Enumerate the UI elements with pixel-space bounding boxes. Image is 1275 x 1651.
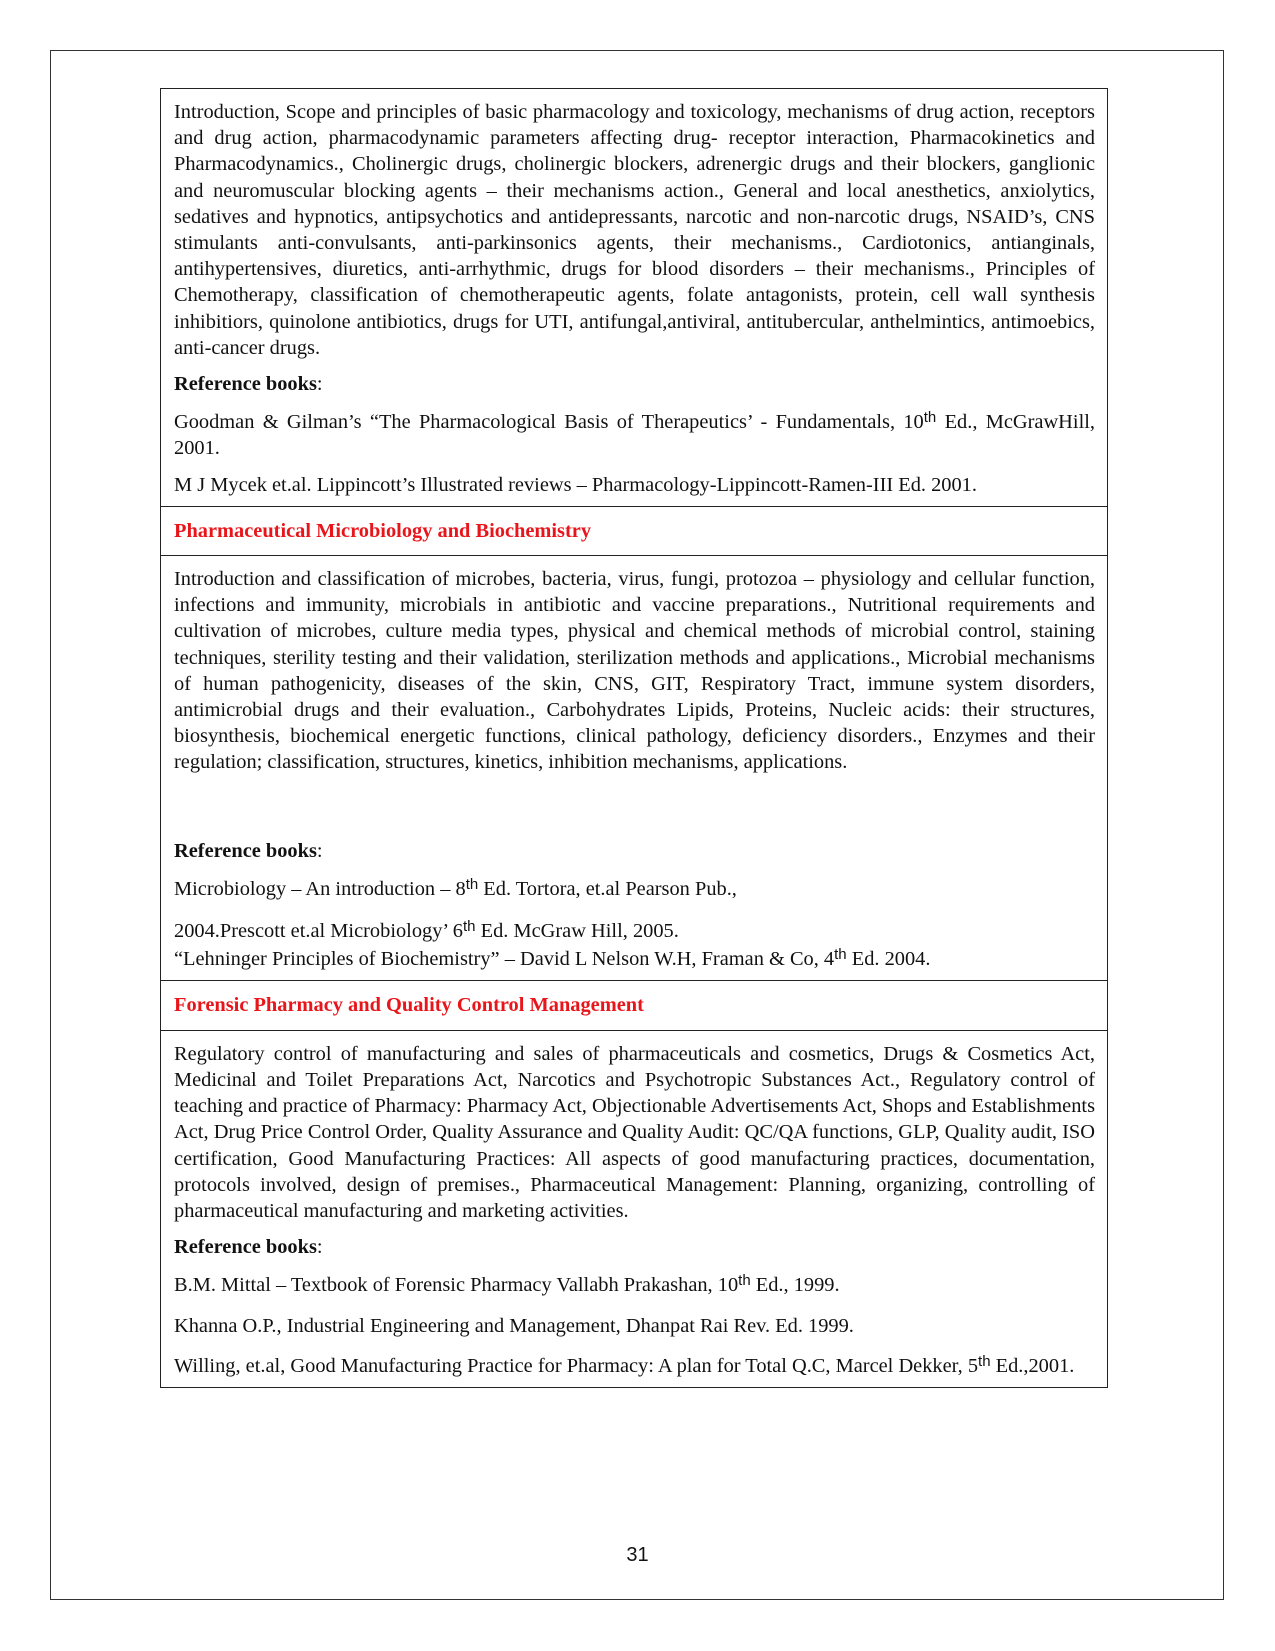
forensic-description: Regulatory control of manufacturing and sales of pharmaceuticals and cosmetics, Drugs & Cosmetics Act, Medicinal and Toilet Preparations Act, Narcotics and Psychotropic Substances Act., Regulatory control of teaching and practice of Pharmacy: Pharmacy Act, Objectionable Advertisements Act, Shops and Establishments Act, Drug Price Control Order, Quality Assurance and Quality Audit: QC/QA functions, GLP, Quality audit, ISO certification, Good Manufacturing Practices: All aspects of good manufacturing practices, documentation, protocols involved, design of premises., Pharmaceutical Management: Planning, organizing, controlling of pharmaceutical manufacturing and marketing activities.	[174, 1042, 1095, 1222]
reference-books-label: Reference books	[174, 839, 317, 862]
reference-books-colon: :	[316, 373, 323, 396]
syllabus-table	[160, 88, 1108, 1388]
microbiology-description: Introduction and classification of microbes, bacteria, virus, fungi, protozoa – physiology and cellular function, infections and immunity, microbials in antibiotic and vaccine preparations., Nutritional requirements and cultivation of microbes, culture media types, physical and chemical methods of microbial control, staining techniques, sterility testing and their validation, sterilization methods and applications., Microbial mechanisms of human pathogenicity, diseases of the skin, CNS, GIT, Respiratory Tract, immune system disorders, antimicrobial drugs and their evaluation., Carbohydrates Lipids, Proteins, Nucleic acids: their structures, biosynthesis, biochemical energetic functions, clinical pathology, deficiency disorders., Enzymes and their regulation; classification, structures, kinetics, inhibition mechanisms, applications.	[174, 568, 1095, 774]
reference-books-colon: :	[316, 839, 323, 862]
reference-books-label: Reference books	[174, 373, 317, 396]
reference-books-heading	[174, 371, 1095, 397]
reference-item: Willing, et.al, Good Manufacturing Practice for Pharmacy: A plan for Total Q.C, Marcel Dekker, 5th Ed.,2001.	[174, 1352, 1075, 1377]
reference-item: Khanna O.P., Industrial Engineering and Management, Dhanpat Rai Rev. Ed. 1999.	[174, 1314, 854, 1337]
reference-books-label: Reference books	[174, 1236, 317, 1259]
pharmacology-description: Introduction, Scope and principles of basic pharmacology and toxicology, mechanisms of drug action, receptors and drug action, pharmacodynamic parameters affecting drug- receptor interaction, Pharmacokinetics and Pharmacodynamics., Cholinergic drugs, cholinergic blockers, adrenergic drugs and their blockers, ganglionic and neuromuscular blocking agents – their mechanisms action., General and local anesthetics, anxiolytics, sedatives and hypnotics, antipsychotics and antidepressants, narcotic and non-narcotic drugs, NSAID’s, CNS stimulants anti-convulsants, anti-parkinsonics agents, their mechanisms., Cardiotonics, antianginals, antihypertensives, diuretics, anti-arrhythmic, drugs for blood disorders – their mechanisms., Principles of Chemotherapy, classification of chemotherapeutic agents, folate antagonists, protein, cell wall synthesis inhibitiors, quinolone antibiotics, drugs for UTI, antifungal,antiviral, antitubercular, anthelmintics, antimoebics, anti-cancer drugs.	[174, 101, 1095, 359]
pharmacology-content-cell	[161, 89, 1107, 506]
microbiology-content-cell	[161, 555, 1107, 980]
reference-item: M J Mycek et.al. Lippincott’s Illustrated reviews – Pharmacology-Lippincott-Ramen-III Ed. 2001.	[174, 473, 977, 496]
reference-books-heading	[174, 838, 1095, 864]
section-title-forensic-pharmacy: Forensic Pharmacy and Quality Control Management	[161, 980, 1107, 1029]
reference-item: “Lehninger Principles of Biochemistry” – David L Nelson W.H, Framan & Co, 4th Ed. 2004.	[174, 946, 931, 971]
forensic-content-cell	[161, 1030, 1107, 1387]
reference-item: Microbiology – An introduction – 8th Ed. Tortora, et.al Pearson Pub.,	[174, 875, 737, 900]
reference-books-colon: :	[316, 1236, 323, 1259]
reference-item: B.M. Mittal – Textbook of Forensic Pharmacy Vallabh Prakashan, 10th Ed., 1999.	[174, 1272, 840, 1297]
section-title-microbiology: Pharmaceutical Microbiology and Biochemistry	[161, 506, 1107, 555]
page-number: 31	[626, 1544, 649, 1566]
reference-item: Goodman & Gilman’s “The Pharmacological Basis of Therapeutics’ - Fundamentals, 10th Ed., McGrawHill, 2001.	[174, 409, 1095, 460]
reference-item: 2004.Prescott et.al Microbiology’ 6th Ed. McGraw Hill, 2005.	[174, 918, 679, 943]
reference-books-heading	[174, 1234, 1095, 1260]
